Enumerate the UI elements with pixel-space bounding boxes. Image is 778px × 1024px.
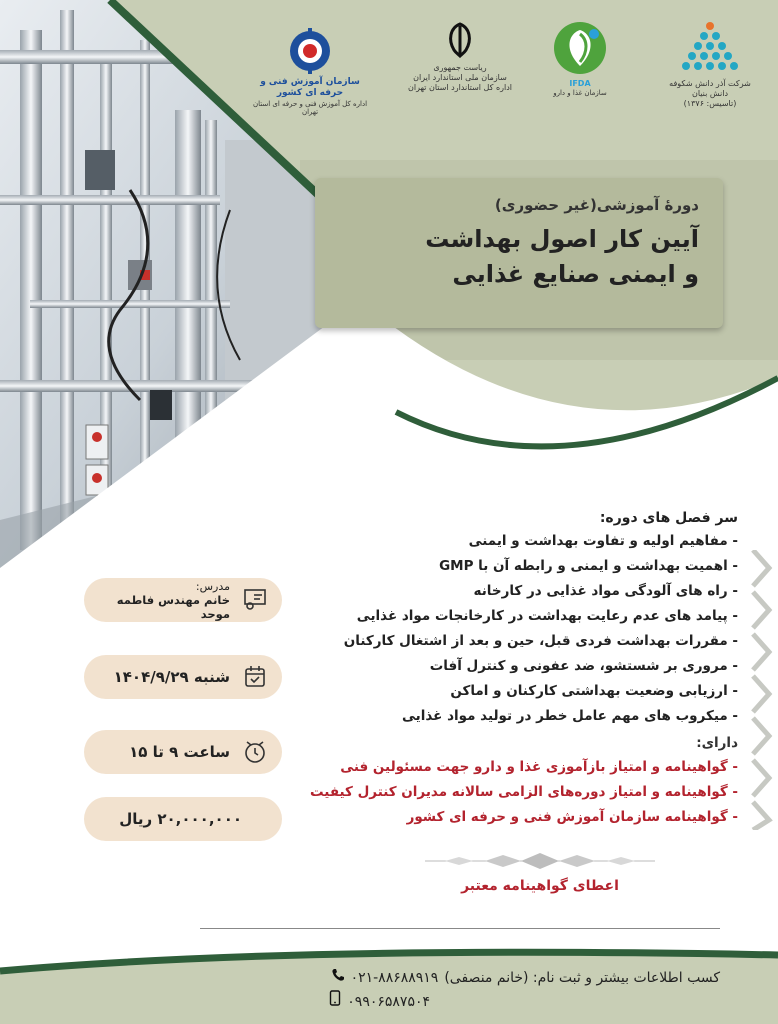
course-topics — [308, 510, 738, 830]
list-item: - راه های آلودگی مواد غذایی در کارخانه — [473, 583, 738, 599]
clock-icon — [242, 739, 268, 765]
logos-row — [250, 20, 760, 130]
emblem-text-2: سازمان ملی استاندارد ایران — [413, 73, 507, 82]
list-item: - گواهینامه و امتیاز دوره‌های الزامی سالانه مدیران کنترل کیفیت — [310, 784, 738, 800]
contact-label: کسب اطلاعات بیشتر و ثبت نام: (خانم منصفی) — [444, 970, 720, 986]
calendar-icon — [242, 664, 268, 690]
teacher-text — [84, 578, 230, 622]
list-item: - مقررات بهداشت فردی قبل، حین و بعد از اشتغال کارکنان — [343, 633, 738, 649]
ifda-logo — [540, 20, 620, 98]
course-kicker: دورهٔ آموزشی(غیر حضوری) — [494, 196, 699, 214]
teacher-label: مدرس: — [195, 579, 230, 593]
ifda-icon — [552, 20, 608, 76]
list-item: - گواهینامه سازمان آموزش فنی و حرفه ای کشور — [406, 809, 738, 825]
ifda-subtext: سازمان غذا و دارو — [553, 89, 607, 97]
certificate-note: اعطای گواهینامه معتبر — [461, 878, 619, 894]
iran-emblem-icon — [440, 20, 480, 60]
list-item: - گواهینامه و امتیاز بازآموزی غذا و دارو جهت مسئولین فنی — [340, 759, 738, 775]
tvto-logo — [250, 28, 370, 117]
divider-line — [200, 928, 720, 929]
list-item: - میکروب های مهم عامل خطر در تولید مواد غذایی — [402, 708, 738, 724]
date-pill — [84, 655, 282, 699]
topics-heading: سر فصل های دوره: — [599, 510, 738, 526]
time-text: ساعت ۹ تا ۱۵ — [129, 743, 230, 761]
list-item: - مروری بر شستشو، ضد عفونی و کنترل آفات — [429, 658, 738, 674]
company-text-2: دانش بنیان — [691, 89, 729, 98]
company-dots-icon — [678, 20, 742, 76]
contact-mobile-row — [220, 990, 720, 1014]
tvto-gear-icon — [284, 28, 336, 74]
contact-info — [220, 966, 720, 1014]
teacher-icon — [242, 587, 268, 613]
mobile-number[interactable]: ۰۹۹۰۶۵۸۷۵۰۴ — [347, 994, 430, 1010]
list-item: - مفاهیم اولیه و تفاوت بهداشت و ایمنی — [468, 533, 738, 549]
course-title-line-2: و ایمنی صنایع غذایی — [452, 259, 699, 288]
chevron-decoration-icon — [745, 550, 775, 830]
contact-phone-row — [220, 966, 720, 990]
teacher-pill — [84, 578, 282, 622]
list-item: - اهمیت بهداشت و ایمنی و رابطه آن با GMP — [439, 558, 738, 574]
company-text-3: (تاسیس: ۱۳۷۶) — [683, 99, 737, 108]
company-text-1: شرکت آذر دانش شکوفه — [669, 79, 751, 88]
price-text: ۲۰,۰۰۰,۰۰۰ ریال — [119, 810, 242, 828]
divider-ornament-icon — [425, 850, 655, 872]
mobile-icon — [329, 990, 341, 1014]
tvto-logo-subtext: اداره کل آموزش فنی و حرفه ای استان تهران — [252, 99, 368, 117]
date-text: شنبه ۱۴۰۴/۹/۲۹ — [113, 668, 230, 686]
topics-list — [308, 529, 738, 729]
ifda-label: IFDA — [569, 79, 591, 88]
course-title-box — [315, 178, 723, 328]
iran-emblem-logo — [400, 20, 520, 93]
company-logo — [662, 20, 758, 109]
phone-icon — [331, 966, 345, 990]
list-item: - ارزیابی وضعیت بهداشتی کارکنان و اماکن — [450, 683, 738, 699]
emblem-text-1: ریاست جمهوری — [433, 63, 487, 72]
tvto-logo-text: سازمان آموزش فنی و حرفه ای کشور — [260, 77, 360, 99]
price-pill — [84, 797, 282, 841]
emblem-text-3: اداره کل استاندارد استان تهران — [407, 83, 513, 92]
teacher-name: خانم مهندس فاطمه موحد — [116, 592, 230, 621]
certs-list — [308, 755, 738, 830]
phone-number[interactable]: ۰۲۱-۸۸۶۸۸۹۱۹ — [350, 970, 439, 986]
course-title-line-1: آیین کار اصول بهداشت — [425, 225, 699, 253]
time-pill — [84, 730, 282, 774]
certs-heading: دارای: — [696, 735, 738, 751]
list-item: - پیامد های عدم رعایت بهداشت در کارخانجات مواد غذایی — [356, 608, 738, 624]
